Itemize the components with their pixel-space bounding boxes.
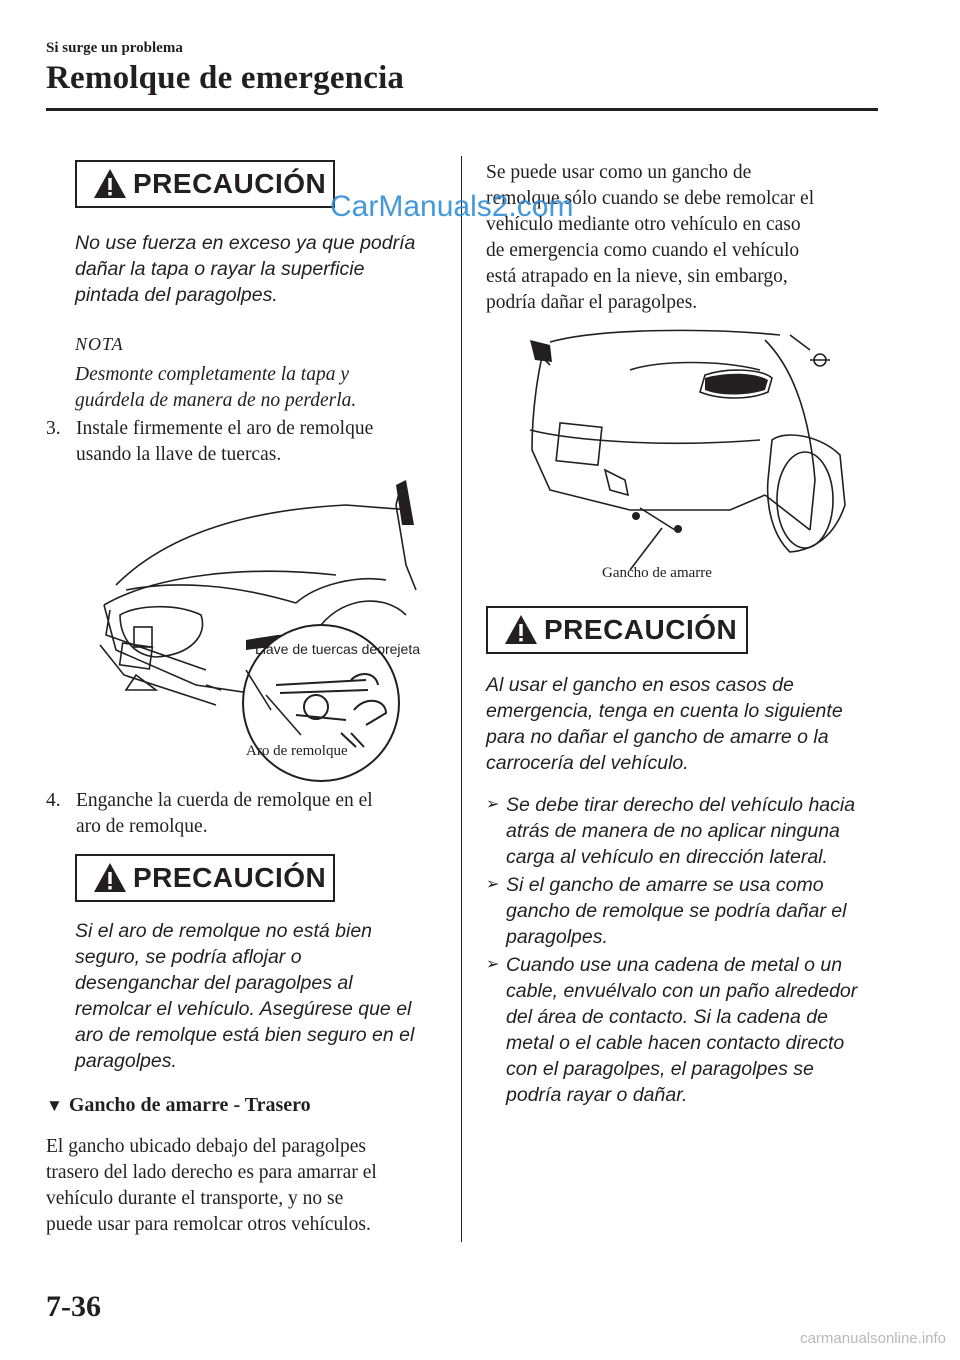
caution-label: PRECAUCIÓN [544, 614, 738, 645]
note-text [75, 362, 356, 414]
subheading-text: Gancho de amarre - Trasero [68, 1094, 311, 1116]
figure-rear-hook [510, 330, 855, 570]
text-line: con el paragolpes, el paragolpes se [506, 1058, 814, 1080]
caution-text-1 [75, 230, 415, 308]
page-title: Remolque de emergencia [46, 60, 405, 96]
text-line: desenganchar del paragolpes al [75, 972, 353, 994]
column-divider [461, 156, 462, 1242]
caution-box-2 [75, 854, 335, 902]
step-text [76, 416, 373, 468]
text-line: Enganche la cuerda de remolque en el [76, 790, 373, 811]
label-tie-down-hook: Gancho de amarre [602, 565, 712, 581]
caution-text-2 [75, 918, 414, 1074]
label-tow-ring: Aro de remolque [246, 743, 348, 759]
text-line: trasero del lado derecho es para amarrar el [46, 1162, 377, 1183]
paragraph-left [46, 1134, 377, 1238]
note-label: NOTA [75, 334, 124, 354]
text-line: de emergencia como cuando el vehículo [486, 240, 800, 261]
watermark: CarManuals2.com [330, 190, 574, 223]
text-line: metal o el cable hacen contacto directo [506, 1032, 845, 1054]
triangle-down-icon: ▼ [46, 1096, 63, 1115]
warning-icon [93, 167, 127, 201]
list-item [486, 792, 886, 870]
text-line: para no dañar el gancho de amarre o la [486, 726, 829, 748]
text-line: Al usar el gancho en esos casos de [486, 674, 794, 696]
text-line: Se debe tirar derecho del vehículo hacia [506, 794, 856, 816]
section-kicker: Si surge un problema [46, 40, 183, 56]
text-line: No use fuerza en exceso ya que podría [75, 232, 416, 254]
text-line: Cuando use una cadena de metal o un [506, 954, 843, 976]
text-line: Desmonte completamente la tapa y [75, 364, 350, 385]
text-line: vehículo mediante otro vehículo en caso [486, 214, 801, 235]
text-line: emergencia, tenga en cuenta lo siguiente [486, 700, 843, 722]
warning-icon [93, 861, 127, 895]
label-wrench: Llave de tuercas deorejeta [255, 641, 420, 657]
text-line: Instale firmemente el aro de remolque [76, 418, 374, 439]
page-number: 7-36 [46, 1290, 101, 1323]
caution-box-1 [75, 160, 335, 208]
caution-label: PRECAUCIÓN [133, 862, 327, 893]
step-4 [46, 788, 446, 844]
caution-text-3 [486, 672, 843, 776]
text-line: podría dañar el paragolpes. [486, 292, 698, 313]
arrow-bullet-icon: ➢ [486, 956, 500, 973]
text-line: paragolpes. [506, 926, 608, 948]
warning-icon [504, 613, 538, 647]
step-number: 4. [46, 790, 61, 811]
subheading-rear-hook [46, 1094, 311, 1117]
text-line: El gancho ubicado debajo del paragolpes [46, 1136, 367, 1157]
step-text [76, 788, 373, 840]
text-line: dañar la tapa o rayar la superficie [75, 258, 365, 280]
text-line: cable, envuélvalo con un paño alrededor [506, 980, 858, 1002]
text-line: vehículo durante el transporte, y no se [46, 1188, 344, 1209]
text-line: podría rayar o dañar. [506, 1084, 688, 1106]
figure-front-tow-ring [96, 485, 436, 785]
text-line: guárdela de manera de no perderla. [75, 390, 357, 411]
text-line: paragolpes. [75, 1050, 177, 1072]
text-line: remolcar el vehículo. Asegúrese que el [75, 998, 412, 1020]
text-line: atrás de manera de no aplicar ninguna [506, 820, 840, 842]
caution-box-3 [486, 606, 748, 654]
step-number: 3. [46, 418, 61, 439]
text-line: Si el aro de remolque no está bien [75, 920, 373, 942]
list-item [486, 872, 886, 950]
text-line: Se puede usar como un gancho de [486, 162, 752, 183]
text-line: carga al vehículo en dirección lateral. [506, 846, 828, 868]
text-line: gancho de remolque se podría dañar el [506, 900, 847, 922]
footer-watermark: carmanualsonline.info [800, 1330, 946, 1347]
text-line: carrocería del vehículo. [486, 752, 689, 774]
arrow-bullet-icon: ➢ [486, 876, 500, 893]
title-rule [46, 108, 878, 111]
step-3 [46, 416, 446, 472]
text-line: seguro, se podría aflojar o [75, 946, 302, 968]
caution-bullet-list [486, 792, 886, 1110]
text-line: del área de contacto. Si la cadena de [506, 1006, 828, 1028]
list-item [486, 952, 886, 1108]
text-line: Si el gancho de amarre se usa como [506, 874, 824, 896]
paragraph-right [486, 160, 814, 316]
text-line: remolque sólo cuando se debe remolcar el [486, 188, 815, 209]
text-line: usando la llave de tuercas. [76, 444, 282, 465]
text-line: aro de remolque. [76, 816, 208, 837]
text-line: pintada del paragolpes. [75, 284, 278, 306]
caution-label: PRECAUCIÓN [133, 168, 327, 199]
text-line: puede usar para remolcar otros vehículos. [46, 1214, 371, 1235]
text-line: está atrapado en la nieve, sin embargo, [486, 266, 788, 287]
arrow-bullet-icon: ➢ [486, 796, 500, 813]
text-line: aro de remolque está bien seguro en el [75, 1024, 415, 1046]
